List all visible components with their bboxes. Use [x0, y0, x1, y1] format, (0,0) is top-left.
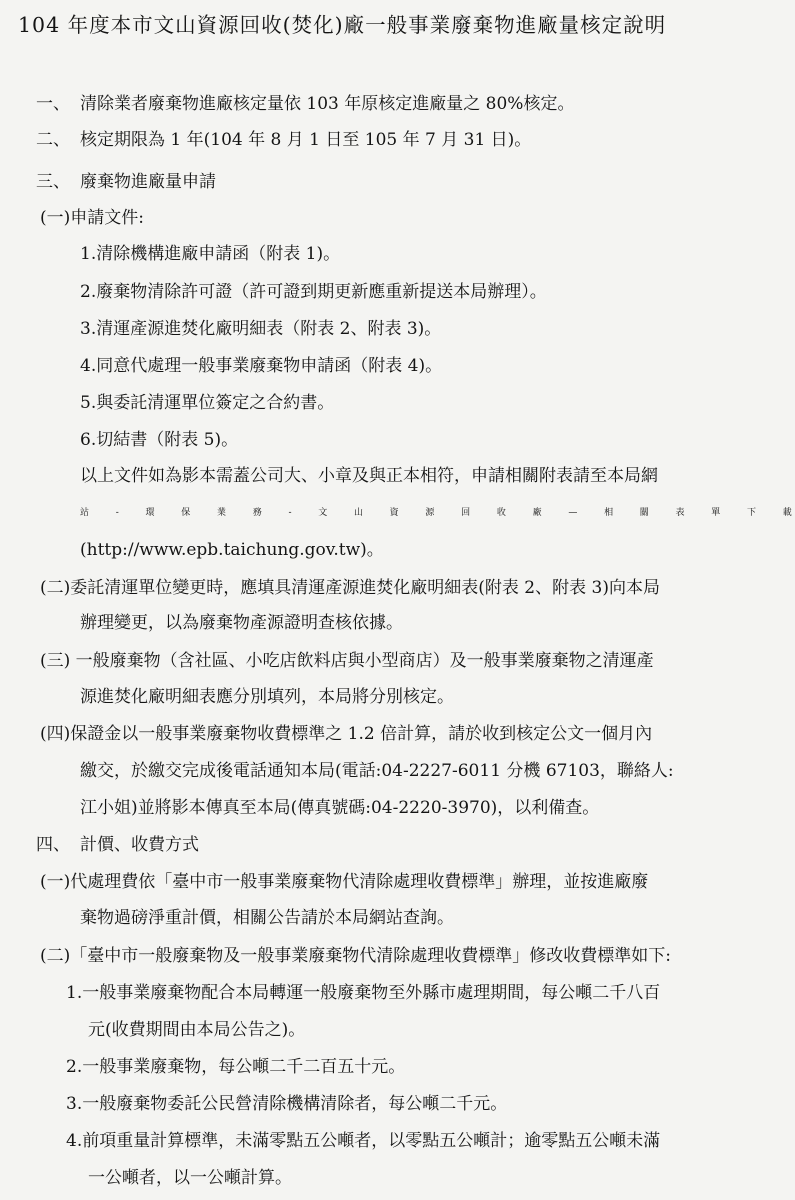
section-3-sub-2-line-1: (二)委託清運單位變更時，應填具清運產源進焚化廠明細表(附表 2、附表 3)向本局 [40, 578, 660, 598]
doc-item: 3.清運產源進焚化廠明細表（附表 2、附表 3)。 [80, 319, 442, 339]
fee-item: 4.前項重量計算標準，未滿零點五公噸者，以零點五公噸計；逾零點五公噸未滿 [66, 1131, 661, 1151]
section-3-sub-3-line-2: 源進焚化廠明細表應分別填列，本局將分別核定。 [80, 687, 454, 707]
note-char: 關 [639, 508, 649, 518]
note-char: 文 [318, 508, 328, 518]
note-char: 務 [252, 508, 262, 518]
document-title: 104 年度本市文山資源回收(焚化)廠一般事業廢棄物進廠量核定說明 [18, 13, 667, 37]
note-char: 回 [461, 508, 471, 518]
documents-note-url: (http://www.epb.taichung.gov.tw)。 [80, 540, 384, 560]
fee-item: 2.一般事業廢棄物，每公噸二千二百五十元。 [66, 1057, 406, 1077]
note-char: 收 [496, 508, 506, 518]
note-char: 環 [145, 508, 155, 518]
note-char: 載 [782, 508, 792, 518]
note-char: 山 [353, 508, 363, 518]
note-char: 單 [711, 508, 721, 518]
note-char: 站 [80, 508, 90, 518]
fee-item: 1.一般事業廢棄物配合本局轉運一般廢棄物至外縣市處理期間，每公噸二千八百 [66, 983, 661, 1003]
doc-item: 6.切結書（附表 5)。 [80, 430, 239, 450]
doc-item: 5.與委託清運單位簽定之合約書。 [80, 393, 335, 413]
section-4-number: 四、 [36, 835, 70, 855]
section-4-sub-1-line-2: 棄物過磅淨重計價，相關公告請於本局網站查詢。 [80, 908, 454, 928]
note-char: 廠 [532, 508, 542, 518]
section-4-sub-2: (二)「臺中市一般廢棄物及一般事業廢棄物代清除處理收費標準」修改收費標準如下: [40, 946, 671, 966]
section-2-text: 核定期限為 1 年(104 年 8 月 1 日至 105 年 7 月 31 日)。 [80, 130, 532, 150]
fee-item-continuation: 一公噸者，以一公噸計算。 [88, 1168, 292, 1188]
note-char: — [568, 508, 578, 518]
section-3-sub-1: (一)申請文件: [40, 208, 144, 228]
section-3-sub-4-line-3: 江小姐)並將影本傳真至本局(傳真號碼:04-2220-3970)，以利備查。 [80, 798, 600, 818]
section-3-sub-2-line-2: 辦理變更，以為廢棄物產源證明查核依據。 [80, 613, 403, 633]
note-char: 保 [181, 508, 191, 518]
doc-item: 1.清除機構進廠申請函（附表 1)。 [80, 244, 341, 264]
section-4-text: 計價、收費方式 [80, 835, 199, 855]
section-3-number: 三、 [36, 172, 70, 192]
documents-note-line-1: 以上文件如為影本需蓋公司大、小章及與正本相符，申請相關附表請至本局網 [80, 466, 658, 486]
section-3-sub-4-line-2: 繳交，於繳交完成後電話通知本局(電話:04-2227-6011 分機 67103，聯絡人: [80, 761, 674, 781]
doc-item: 2.廢棄物清除許可證（許可證到期更新應重新提送本局辦理）。 [80, 282, 547, 302]
section-3-sub-4-line-1: (四)保證金以一般事業廢棄物收費標準之 1.2 倍計算，請於收到核定公文一個月內 [40, 724, 653, 744]
note-char: 源 [425, 508, 435, 518]
note-char: 下 [747, 508, 757, 518]
section-2-number: 二、 [36, 130, 70, 150]
section-1-number: 一、 [36, 94, 70, 114]
note-char: 資 [389, 508, 399, 518]
note-char: - [288, 508, 292, 518]
section-3-text: 廢棄物進廠量申請 [80, 172, 216, 192]
section-1-text: 清除業者廢棄物進廠核定量依 103 年原核定進廠量之 80%核定。 [80, 94, 575, 114]
note-char: 相 [604, 508, 614, 518]
fee-item: 3.一般廢棄物委託公民營清除機構清除者，每公噸二千元。 [66, 1094, 508, 1114]
section-3-sub-3-line-1: (三) 一般廢棄物（含社區、小吃店飲料店與小型商店）及一般事業廢棄物之清運產 [40, 651, 654, 671]
section-4-sub-1-line-1: (一)代處理費依「臺中市一般事業廢棄物代清除處理收費標準」辦理，並按進廠廢 [40, 872, 649, 892]
note-char: - [115, 508, 119, 518]
doc-item: 4.同意代處理一般事業廢棄物申請函（附表 4)。 [80, 356, 443, 376]
fee-item-continuation: 元(收費期間由本局公告之)。 [88, 1020, 306, 1040]
documents-note-line-2 [80, 502, 792, 524]
note-char: 業 [216, 508, 226, 518]
note-char: 表 [675, 508, 685, 518]
